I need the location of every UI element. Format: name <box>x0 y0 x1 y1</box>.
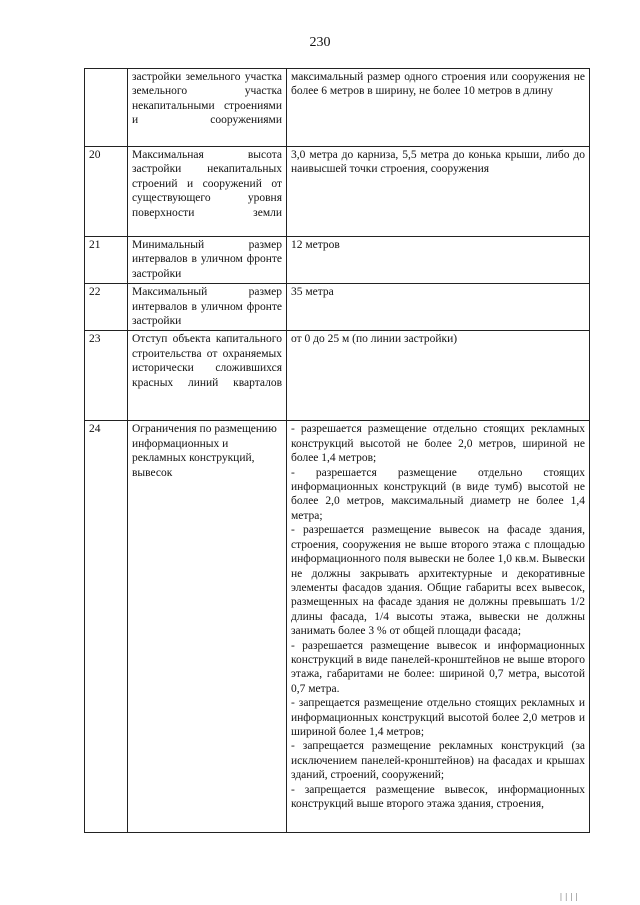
row-number: 21 <box>85 237 128 284</box>
table-row <box>85 421 590 833</box>
value-line: от 0 до 25 м (по линии застройки) <box>291 333 458 346</box>
value-line: - разрешается размещение вывесок на фасаде здания, строения, сооружения не выше второго этажа с площадью информационного поля вывески не более 1,0 кв.м. Вывески не должны закрывать архитектурные и декоративные элементы фасадов здания. Общие габариты всех вывесок, размещенных на фасаде здания не должны превышать 1/2 длины фасада, 1/4 высоты этажа, вывески не должны занимать более 3 % от общей площади фасада; <box>291 524 585 638</box>
footer-mark: | | | | <box>559 892 578 901</box>
table-row <box>85 331 590 421</box>
regulations-table <box>84 68 590 833</box>
table-row <box>85 69 590 147</box>
value-cell <box>287 69 590 147</box>
table-row <box>85 147 590 237</box>
table-row <box>85 237 590 284</box>
parameter-cell: Ограничения по размещению информационных и рекламных конструкций, вывесок <box>128 421 287 833</box>
row-number: 22 <box>85 284 128 331</box>
value-line: - разрешается размещение отдельно стоящих рекламных конструкций высотой не более 2,0 метров, шириной не более 1,4 метров; <box>291 423 585 465</box>
value-cell <box>287 331 590 421</box>
parameter-cell: Отступ объекта капитального строительства от охраняемых исторически сложившихся красных линий кварталов <box>128 331 287 421</box>
row-number: 24 <box>85 421 128 833</box>
value-line: - разрешается размещение отдельно стоящих информационных конструкций (в виде тумб) высотой не более 2,0 метров, максимальный диаметр не более 1,4 метра; <box>291 466 585 522</box>
value-line: - запрещается размещение отдельно стоящих рекламных и информационных конструкций высотой более 2,0 метров и шириной более 1,4 метров; <box>291 697 585 738</box>
value-cell <box>287 284 590 331</box>
parameter-cell: Минимальный размер интервалов в уличном фронте застройки <box>128 237 287 284</box>
table-row <box>85 284 590 331</box>
row-number: 23 <box>85 331 128 421</box>
value-line: 35 метра <box>291 286 334 299</box>
value-line: - запрещается размещение вывесок, информационных конструкций выше второго этажа здания, строения, <box>291 783 585 810</box>
value-cell <box>287 421 590 833</box>
parameter-cell: Максимальный размер интервалов в уличном фронте застройки <box>128 284 287 331</box>
value-line: максимальный размер одного строения или сооружения не более 6 метров в ширину, не более 10 метров в длину <box>291 71 585 98</box>
value-line: 3,0 метра до карниза, 5,5 метра до конька крыши, либо до наивысшей точки строения, сооружения <box>291 149 585 176</box>
page-number: 230 <box>309 35 331 50</box>
value-cell <box>287 237 590 284</box>
parameter-cell: Максимальная высота застройки некапитальных строений и сооружений от существующего уровня поверхности земли <box>128 147 287 237</box>
row-number <box>85 69 128 147</box>
value-line: - разрешается размещение вывесок и информационных конструкций в виде панелей-кронштейнов не выше второго этажа, габаритами не более: шириной 0,7 метра, высотой 0,7 метра. <box>291 639 585 695</box>
value-line: 12 метров <box>291 239 340 251</box>
row-number: 20 <box>85 147 128 237</box>
parameter-cell: застройки земельного участка земельного участка некапитальными строениями и сооружениями <box>128 69 287 147</box>
value-line: - запрещается размещение рекламных конструкций (за исключением панелей-кронштейнов) на фасадах и крышах зданий, строений, сооружений; <box>291 740 585 782</box>
value-cell <box>287 147 590 237</box>
